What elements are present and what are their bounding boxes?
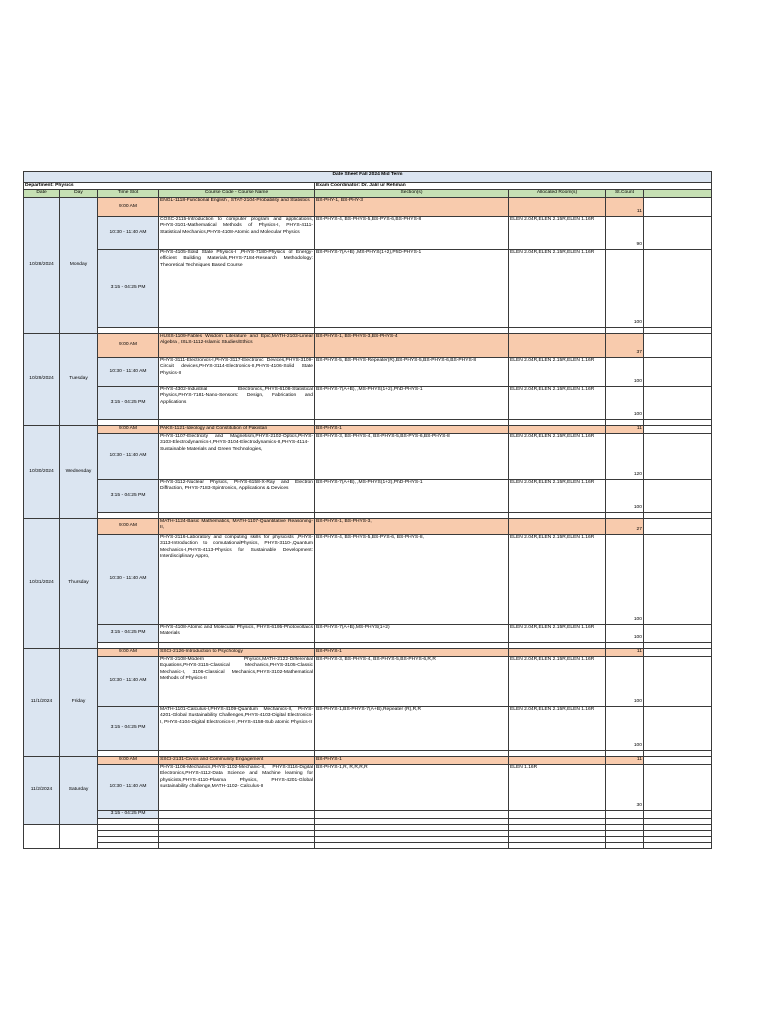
blank-cell [644, 756, 712, 764]
blank-cell [644, 433, 712, 479]
section-cell: BS-PHYS-1, BS-PHYS-3, [315, 518, 509, 534]
course-cell: PHYS-1106-Mechanics,PHYS-1102-Mechanic-II, PHYS-3116-Digital Electronics,PHYS-4112-Data Science and Machine learning for physicists,PHYS-4110-Plasma Physics, PHYS-4201-Global sustainability challenge,MATH-1102- Calculus-II [159, 764, 315, 810]
course-cell: MATH-1101-Calculus-I,PHYS-4109-Quantum Mechanics-II, PHYS-4201-Global Sustainability Challenges,PHYS-4103-Digital Electronics-I, PHYS-4104-Digital Electronics-II ,PHYS-4158-Sub atomic Physics-II [159, 706, 315, 750]
blank-cell [644, 425, 712, 433]
header-rooms: Allocated Room(s) [509, 190, 606, 197]
section-cell: BS-PHYS-7(A+B) ,MS-PHYS(1+2),PhD-PHYS-1 [315, 249, 509, 327]
course-cell [159, 810, 315, 818]
room-cell: ELEN 2.04R,ELEN 2.15R,ELEN 1.16R [509, 249, 606, 327]
date-sheet-table [23, 171, 712, 849]
room-cell [509, 756, 606, 764]
blank-cell [644, 706, 712, 750]
room-cell: ELEN 2.04R,ELEN 2.15R,ELEN 1.16R [509, 624, 606, 642]
time-slot-cell: 10:30 - 11:40 AM [98, 433, 159, 479]
day-cell: Thursday [60, 518, 98, 648]
time-slot-cell: 3:15 - 04:25 PM [98, 479, 159, 512]
date-cell: 10/30/2024 [24, 425, 60, 518]
table-row [24, 433, 712, 479]
table-row [24, 810, 712, 818]
header-count: St.Count [606, 190, 644, 197]
blank-cell [315, 842, 509, 848]
blank-cell [644, 764, 712, 810]
department-label: Department: Physics [24, 183, 315, 190]
course-cell: PHYS-2108-Modern Physics,MATH-2122-Differential Equations,PHYS-3115-Classical Mechanics,PHYS-3105-Classic Mechanic-I, 3106-Classical Mechanics,PHYS-3102-Mathematical Methods of Physics-II [159, 656, 315, 706]
course-cell: PHYS-4105-Solid State Physics-I ,PHYS-7180-Physics of Energy-efficient Building Materials,PHYS-7184-Research Methodology: Theoretical Techniques Based Course [159, 249, 315, 327]
room-cell [509, 333, 606, 357]
course-cell: PHYS-3111-Electronics-I,PHYS-3117-Electronic Devices,PHYS-3109-Circuit devices,PHYS-3114-Electronics-II,PHYS-4106-Solid State Physics-II [159, 357, 315, 386]
count-cell: 11 [606, 197, 644, 216]
course-cell: PHYS-4108-Atomic and Molecular Physics, PHYS-6195-Photovoltaics Materials [159, 624, 315, 642]
date-cell: 10/31/2024 [24, 518, 60, 648]
blank-cell [644, 386, 712, 419]
section-cell: BS-PHYS-4, BS-PHYS-5,BS-PYS-6, BS-PHYS-8, [315, 534, 509, 624]
room-cell: ELEN 2.04R,ELEN 2.15R,ELEN 1.16R [509, 357, 606, 386]
table-row [24, 534, 712, 624]
count-cell: 100 [606, 706, 644, 750]
blank-cell [644, 534, 712, 624]
room-cell: ELEN 2.04R,ELEN 2.15R,ELEN 1.16R [509, 534, 606, 624]
blank-cell [644, 810, 712, 818]
table-row [24, 216, 712, 249]
time-slot-cell: 10:30 - 11:40 AM [98, 764, 159, 810]
course-cell: SSCI-2131-Civics and Community Engagement [159, 756, 315, 764]
room-cell [509, 425, 606, 433]
time-slot-cell: 9:00 AM [98, 333, 159, 357]
count-cell: 30 [606, 764, 644, 810]
header-course: Course Code - Course Name [159, 190, 315, 197]
blank-cell [644, 333, 712, 357]
course-cell: PHYS-1107-Electricity and Magnetism,PHYS-2102-Optics,PHYS-3103-Electrodynamics-I,PHYS-3104-Electrodynamics-II,PHYS-4114-Sustainable Materials and Green Technologies, [159, 433, 315, 479]
time-slot-cell: 3:15 - 04:25 PM [98, 249, 159, 327]
course-cell: PHYS-2116-Laboratory and computing skills for physicists ,PHYS-3113-Introduction to comutationalPhysics, PHYS-3110-,Quantum Mechanics-I,PHYS-4113-Physics for Sustainable Development: Interdisciplinary Appro, [159, 534, 315, 624]
day-cell: Saturday [60, 756, 98, 824]
blank-cell [159, 842, 315, 848]
count-cell: 11 [606, 756, 644, 764]
blank-cell [98, 842, 159, 848]
table-row [24, 764, 712, 810]
date-sheet [23, 171, 711, 849]
section-cell: BS-PHYS-3, BS-PHYS-4, BS-PHYS-5,BS-PYS-6,BS-PHYS-8 [315, 433, 509, 479]
section-cell: BS-PHYS-5, BS-PHYS-Repeater(R),BS-PHYS-5,BS-PHYS-6,BS-PHYS-8 [315, 357, 509, 386]
time-slot-cell: 10:30 - 11:40 AM [98, 534, 159, 624]
blank-cell [644, 249, 712, 327]
date-cell: 10/29/2024 [24, 333, 60, 425]
count-cell: 120 [606, 433, 644, 479]
course-cell: PHYS-3112-Nuclear Physics, PHYS-6158-X-Ray and Electron Diffraction, PHYS-7183-Spintronics, Applications & Devices [159, 479, 315, 512]
time-slot-cell: 3:15 - 04:25 PM [98, 624, 159, 642]
header-day: Day [60, 190, 98, 197]
table-row [24, 656, 712, 706]
blank-cell [606, 842, 644, 848]
room-cell [509, 197, 606, 216]
blank-cell [644, 357, 712, 386]
table-row [24, 333, 712, 357]
day-cell: Wednesday [60, 425, 98, 518]
time-slot-cell: 9:00 AM [98, 648, 159, 656]
count-cell: 100 [606, 357, 644, 386]
time-slot-cell: 10:30 - 11:40 AM [98, 216, 159, 249]
blank-cell [644, 518, 712, 534]
section-cell: BS-PHYS-1 [315, 648, 509, 656]
course-cell: PAKS-1121-Ideology and Constitution of Pakistan [159, 425, 315, 433]
count-cell [606, 810, 644, 818]
section-cell: BS-PHYS-4, BS-PHYS-5,BS-PYS-6,BS-PHYS-8 [315, 216, 509, 249]
time-slot-cell: 10:30 - 11:40 AM [98, 357, 159, 386]
course-cell: PHYS-4302-Industrial Electronics,,PHYS-6108-Statistical Physics,PHYS-7181-Nano-Sensors: Design, Fabrication and Applications [159, 386, 315, 419]
room-cell: ELEN 2.04R,ELEN 2.15R,ELEN 1.16R [509, 433, 606, 479]
blank-cell [644, 479, 712, 512]
course-cell: SSCI-2126-Introduction to Psychology [159, 648, 315, 656]
table-row [24, 249, 712, 327]
blank-cell [644, 624, 712, 642]
table-row [24, 624, 712, 642]
count-cell: 11 [606, 425, 644, 433]
time-slot-cell: 9:00 AM [98, 756, 159, 764]
count-cell: 100 [606, 479, 644, 512]
header-time-slot: Time Slot [98, 190, 159, 197]
table-row [24, 518, 712, 534]
room-cell: ELEN 2.04R,ELEN 2.15R,ELEN 1.16R [509, 656, 606, 706]
table-row [24, 706, 712, 750]
room-cell [509, 518, 606, 534]
table-row [24, 648, 712, 656]
room-cell: ELEN 2.04R,ELEN 2.15R,ELEN 1.16R [509, 479, 606, 512]
room-cell [509, 648, 606, 656]
time-slot-cell: 3:15 - 04:25 PM [98, 386, 159, 419]
empty-row [24, 842, 712, 848]
date-cell: 10/28/2024 [24, 197, 60, 333]
count-cell: 100 [606, 656, 644, 706]
day-cell: Tuesday [60, 333, 98, 425]
blank-cell [644, 197, 712, 216]
room-cell: ELEN 2.04R,ELEN 2.15R,ELEN 1.16R [509, 706, 606, 750]
table-row [24, 756, 712, 764]
course-cell: COSC-2115-Introduction to computer program and applications, PHYS-3101-Mathematical Methods of Physics-I, PHYS-4111-Statistical Mechanics,PHYS-4108-Atomic and Molecular Physics [159, 216, 315, 249]
coordinator-label: Exam Coordinator: Dr. Jalil ur Rehman [315, 183, 712, 190]
room-cell: ELEN 2.04R,ELEN 2.15R,ELEN 1.16R [509, 216, 606, 249]
section-cell: BS-PHYS-1 [315, 425, 509, 433]
section-cell: BS-PHYS-1, BS-PHYS-3,BS-PHYS-4 [315, 333, 509, 357]
room-cell [509, 810, 606, 818]
day-cell: Friday [60, 648, 98, 756]
blank-cell [644, 216, 712, 249]
blank-cell [644, 842, 712, 848]
time-slot-cell: 9:00 AM [98, 518, 159, 534]
count-cell: 90 [606, 216, 644, 249]
section-cell: BS-PHYS-7(A+B), ,MS-PHYS(1+2),PhD-PHYS-1 [315, 386, 509, 419]
section-cell: BS-PHYS-3, BS-PHYS-4, BS-PHYS-5,BS-PHYS-6,R,R [315, 656, 509, 706]
time-slot-cell: 10:30 - 11:40 AM [98, 656, 159, 706]
time-slot-cell: 3:15 - 04:25 PM [98, 706, 159, 750]
table-row [24, 386, 712, 419]
section-cell: BS-PHY-1, BS-PHY-3 [315, 197, 509, 216]
section-cell: BS-PHYS-7(A+B),MS-PHYS(1+2) [315, 624, 509, 642]
header-sections: Section(s) [315, 190, 509, 197]
count-cell: 100 [606, 624, 644, 642]
blank-cell [509, 842, 606, 848]
date-cell: 11/1/2024 [24, 648, 60, 756]
section-cell [315, 810, 509, 818]
course-cell: ENGL-1118-Functional English , STAT-2104-Probability and Statistics [159, 197, 315, 216]
table-row [24, 479, 712, 512]
count-cell: 11 [606, 648, 644, 656]
section-cell: BS-PHYS-1,BS-PHYS-7(A+B),Repeater (R),R,R [315, 706, 509, 750]
header-date: Date [24, 190, 60, 197]
section-cell: BS-PHYS-7(A+B), ,MS-PHYS(1+2),PhD-PHYS-1 [315, 479, 509, 512]
count-cell: 27 [606, 518, 644, 534]
time-slot-cell: 9:00 AM [98, 197, 159, 216]
blank-cell [644, 648, 712, 656]
date-cell: 11/2/2024 [24, 756, 60, 824]
course-cell: HUSS-1109-Fables Wisdom Literature and Epic,MATH-2103-Linear Algebra , ISLS-1112-Islamic Studies/Ethics [159, 333, 315, 357]
sheet-title: Date Sheet Fall 2024 Mid Term [24, 172, 712, 183]
room-cell: ELEN 2.04R,ELEN 2.15R,ELEN 1.16R [509, 386, 606, 419]
count-cell: 100 [606, 534, 644, 624]
day-cell: Monday [60, 197, 98, 333]
section-cell: BS-PHYS-1,R, R,R,R,R [315, 764, 509, 810]
table-row [24, 357, 712, 386]
course-cell: MATH-1124-Basic Mathematics, MATH-1107-Quantitative Reasoning-II, [159, 518, 315, 534]
blank-cell [60, 824, 98, 848]
table-row [24, 197, 712, 216]
time-slot-cell: 3:15 - 04:25 PM [98, 810, 159, 818]
count-cell: 100 [606, 386, 644, 419]
blank-cell [24, 824, 60, 848]
count-cell: 100 [606, 249, 644, 327]
section-cell: BS-PHYS-1 [315, 756, 509, 764]
room-cell: ELEN 1.16R [509, 764, 606, 810]
blank-cell [644, 656, 712, 706]
time-slot-cell: 9:00 AM [98, 425, 159, 433]
header-blank [644, 190, 712, 197]
table-row [24, 425, 712, 433]
count-cell: 37 [606, 333, 644, 357]
